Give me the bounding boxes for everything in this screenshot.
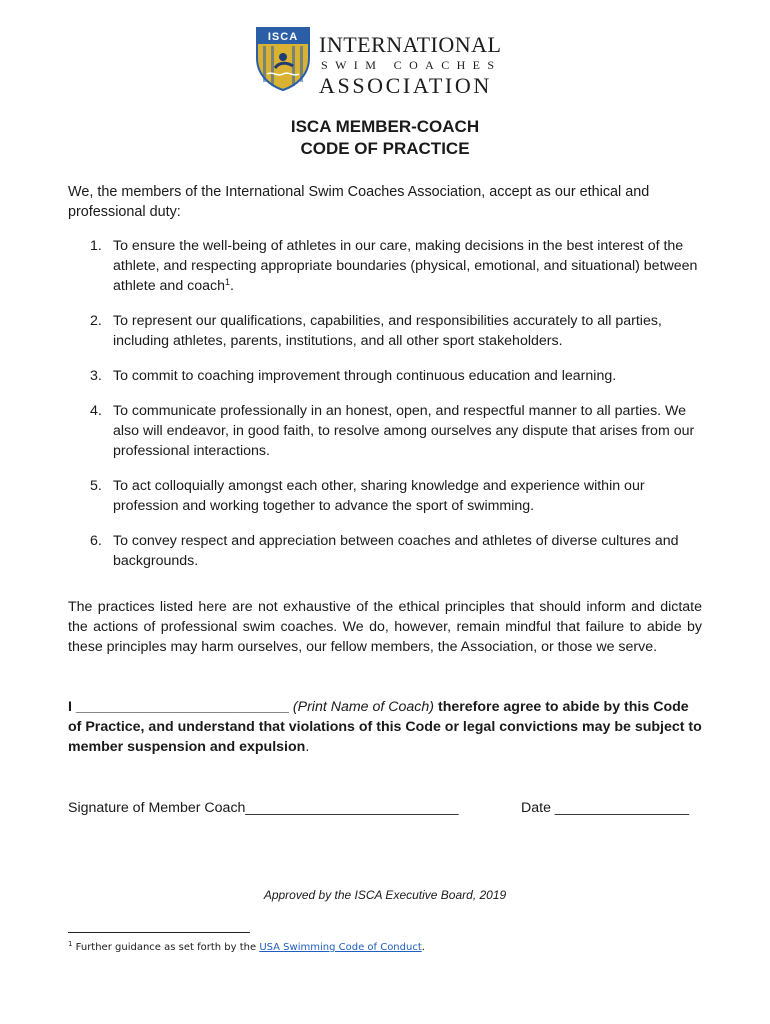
list-item [90, 366, 702, 386]
agreement-end: . [305, 739, 310, 755]
logo-shield-text: ISCA [267, 31, 299, 43]
document-title-line-1: ISCA MEMBER-COACH [290, 117, 480, 136]
logo-line-1: INTERNATIONAL [319, 32, 502, 57]
list-number: 4. [90, 403, 102, 419]
list-number: 6. [90, 533, 102, 549]
footnote [68, 940, 425, 953]
practices-paragraph: The practices listed here are not exhaustive of the ethical principles that should inform and dictate the actions of professional swim coaches. We do, however, remain mindful that failure to abide by these principles may harm ourselves, our fellow members, the Association, or those we serve. [68, 599, 702, 655]
signature-line[interactable]: Signature of Member Coach___________________________ [68, 800, 459, 816]
print-name-label: (Print Name of Coach) [288, 699, 438, 715]
print-name-blank[interactable]: I ___________________________ [68, 699, 289, 715]
footnote-reference: 1 [225, 277, 231, 287]
footnote-mark: 1 [68, 940, 73, 948]
agreement-text: therefore agree to abide by this Code of Practice, and understand that violations of this Code or legal convictions may be subject to member suspension and expulsion [68, 699, 702, 755]
list-text-end: . [230, 278, 234, 294]
isca-logo [253, 24, 502, 98]
logo-line-3: ASSOCIATION [319, 73, 492, 98]
practice-list [90, 236, 702, 586]
date-line[interactable]: Date _________________ [521, 800, 690, 816]
intro-paragraph: We, the members of the International Swim Coaches Association, accept as our ethical and professional duty: [68, 184, 650, 220]
agreement-paragraph [68, 697, 702, 757]
list-number: 3. [90, 368, 102, 384]
list-item [90, 476, 702, 516]
footnote-divider [68, 932, 250, 933]
footnote-text: Further guidance as set forth by the [72, 942, 260, 953]
approval-note: Approved by the ISCA Executive Board, 2019 [263, 888, 507, 902]
document-title-line-2: CODE OF PRACTICE [300, 139, 470, 158]
footnote-end: . [421, 942, 425, 953]
list-text: To ensure the well-being of athletes in our care, making decisions in the best interest of the athlete, and respecting appropriate boundaries (physical, emotional, and situational) between athlete and coach [113, 238, 698, 294]
list-number: 5. [90, 478, 102, 494]
list-item [90, 531, 702, 571]
list-text: To convey respect and appreciation between coaches and athletes of diverse cultures and backgrounds. [113, 533, 679, 569]
list-text: To communicate professionally in an honest, open, and respectful manner to all parties. We also will endeavor, in good faith, to resolve among ourselves any dispute that arises from our professional interactions. [113, 403, 695, 459]
logo-line-2: SWIM COACHES [321, 58, 502, 72]
usa-swimming-code-link[interactable]: USA Swimming Code of Conduct [259, 942, 422, 953]
list-text: To represent our qualifications, capabilities, and responsibilities accurately to all parties, including athletes, parents, institutions, and all other sport stakeholders. [113, 313, 662, 349]
list-item [90, 311, 702, 351]
swimmer-shield-icon [253, 24, 313, 92]
list-text: To act colloquially amongst each other, sharing knowledge and experience within our profession and working together to advance the sport of swimming. [113, 478, 645, 514]
list-number: 1. [90, 238, 102, 254]
list-item [90, 236, 702, 296]
list-text: To commit to coaching improvement through continuous education and learning. [113, 368, 617, 384]
list-number: 2. [90, 313, 102, 329]
list-item [90, 401, 702, 461]
